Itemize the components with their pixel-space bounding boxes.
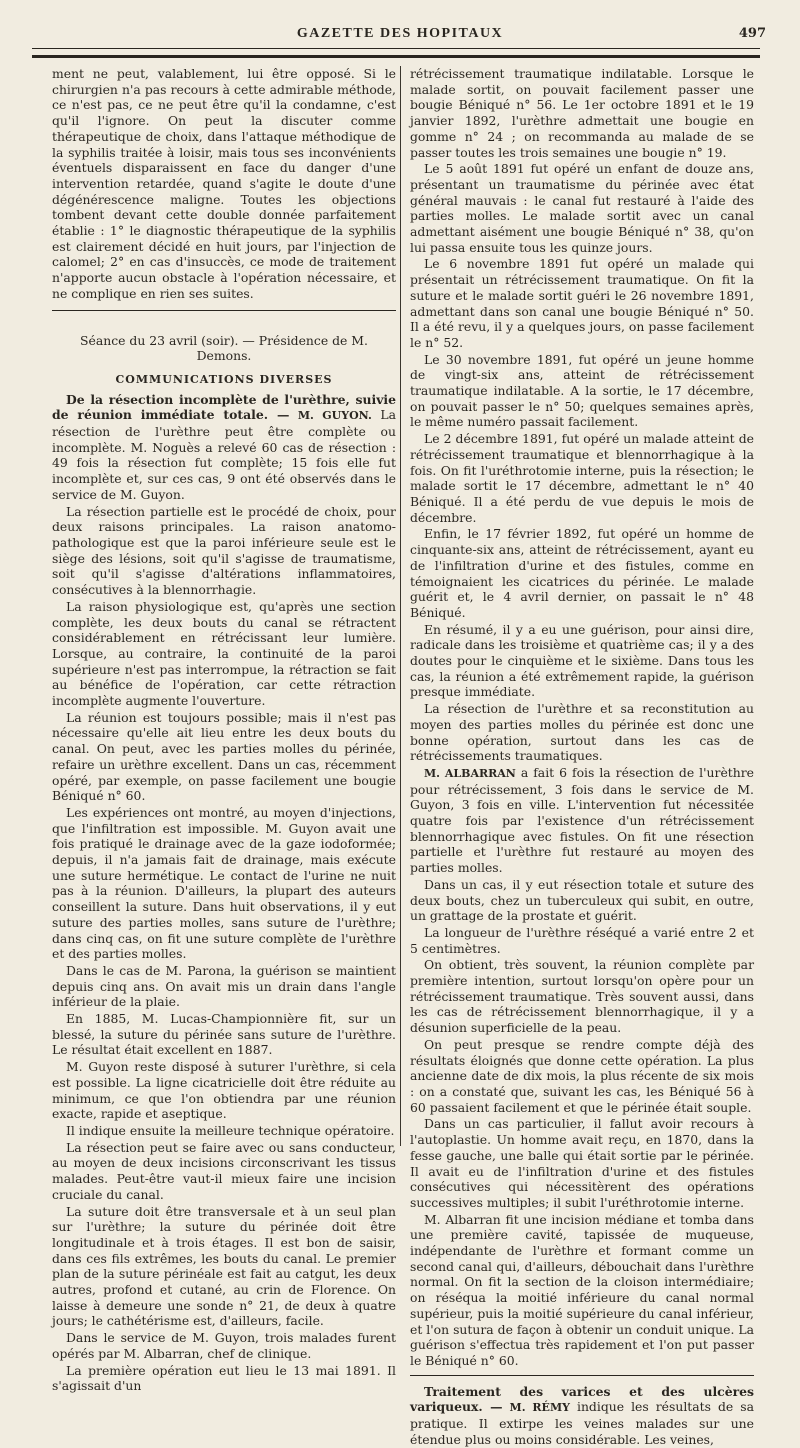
paragraph: On obtient, très souvent, la réunion complète par première intention, surtout lorsqu'on opère pour un rétrécissement traumatique. Très souvent aussi, dans les cas de rétrécissement blennorrhagique, il y a désunion superficielle de la peau. [410, 957, 754, 1036]
paragraph: On peut presque se rendre compte déjà des résultats éloignés que donne cette opération. La plus ancienne date de dix mois, la plus récente de six mois : on a constaté que, suivant les cas, les Béniqué 56 à 60 passaient facilement et que le périnée était souple. [410, 1036, 754, 1115]
paragraph-text: indique les résultats de sa pratique. Il extirpe les veines malades sur une étendue plus ou moins considérable. Les veines, [410, 1399, 755, 1447]
paragraph: rétrécissement traumatique indilatable. Lorsque le malade sortit, on pouvait facilement passer une bougie Béniqué n° 56. Le 1er octobre 1891 et le 19 janvier 1892, l'urèthre admettait une bougie en gomme n° 24 ; on recommanda au malade de se passer toutes les trois semaines une bougie n° 19. [410, 66, 754, 160]
paragraph: La longueur de l'urèthre réséqué a varié entre 2 et 5 centimètres. [410, 924, 754, 956]
communication-paragraph [410, 1384, 754, 1448]
paragraph-text: a fait 6 fois la résection de l'urèthre pour rétrécissement, 3 fois dans le service de M. Guyon, 3 fois en ville. L'intervention fut nécessitée quatre fois par l'existence d'un rétrécissement blennorrhagique avec fistules. On fit une résection partielle et l'urèthre fut restauré au moyen des parties molles. [410, 764, 754, 876]
paragraph: La résection partielle est le procédé de choix, pour deux raisons principales. La raison anatomo-pathologique est que la paroi inférieure seule est le siège des lésions, soit qu'il s'agisse de traumatisme, soit qu'il s'agisse d'altérations inflammatoires, consécutives à la blennorrhagie. [52, 503, 396, 598]
section-separator [52, 310, 396, 311]
page-header [30, 26, 770, 46]
communication-title: Traitement des varices et des ulcères variqueux. — [410, 1383, 754, 1415]
paragraph: Le 30 novembre 1891, fut opéré un jeune homme de vingt-six ans, atteint de rétrécissement traumatique indilatable. A la sortie, le 17 décembre, on pouvait passer le n° 50; quelques semaines après, le même numéro passait facilement. [410, 351, 754, 430]
paragraph: La suture doit être transversale et à un seul plan sur l'urèthre; la suture du périnée doit être longitudinale et à trois étages. Il est bon de saisir, dans ces fils extrêmes, les bouts du canal. Le premier plan de la suture périnéale est fait au catgut, les deux autres, profond et cutané, au crin de Florence. On laisse à demeure une sonde n° 21, de deux à quatre jours; le cathétérisme est, d'ailleurs, facile. [52, 1203, 396, 1329]
paragraph: ment ne peut, valablement, lui être opposé. Si le chirurgien n'a pas recours à cette admirable méthode, ce n'est pas, ce ne peut être qu'il la condamne, c'est qu'il l'ignore. On peut la discuter comme thérapeutique de choix, dans l'attaque méthodique de la syphilis traitée à loisir, mais tous ses inconvénients éventuels disparaissent en face du danger d'une intervention retardée, quand s'agite le doute d'une dégénérescence maligne. Toutes les objections tombent devant cette double donnée parfaitement établie : 1° le diagnostic thérapeutique de la syphilis est clairement décidé en huit jours, par l'injection de calomel; 2° en cas d'insuccès, ce mode de traitement n'apporte aucun obstacle à l'opération nécessaire, et ne complique en rien ses suites. [52, 66, 396, 301]
paragraph: Dans le cas de M. Parona, la guérison se maintient depuis cinq ans. On avait mis un drain dans l'angle inférieur de la plaie. [52, 962, 396, 1010]
paragraph: Le 2 décembre 1891, fut opéré un malade atteint de rétrécissement traumatique et blennorrhagique à la fois. On fit l'uréthrotomie interne, puis la résection; le malade sortit le 17 décembre, admettant le n° 40 Béniqué. Il a été perdu de vue depuis le mois de décembre. [410, 431, 754, 525]
paragraph: En résumé, il y a eu une guérison, pour ainsi dire, radicale dans les troisième et quatrième cas; il y a des doutes pour le cinquième et le sixième. Dans tous les cas, la réunion a été extrêmement rapide, la guérison presque immédiate. [410, 621, 754, 700]
right-column [410, 66, 754, 1448]
paragraph: M. Albarran fit une incision médiane et tomba dans une première cavité, tapissée de muqueuse, indépendante de l'urèthre et formant comme un second canal qui, d'ailleurs, débouchait dans l'urèthre normal. On fit la section de la cloison intermédiaire; on réséqua la moitié inférieure du canal normal supérieur, puis la moitié supérieure du canal inférieur, et l'on sutura de façon à obtenir un conduit unique. La guérison s'effectua très rapidement et l'on put passer le Béniqué n° 60. [410, 1211, 754, 1368]
author-name: M. ALBARRAN [424, 766, 516, 780]
paragraph: La première opération eut lieu le 13 mai 1891. Il s'agissait d'un [52, 1362, 396, 1394]
header-rule-thin [32, 48, 760, 49]
column-divider [400, 66, 401, 1146]
paragraph: Enfin, le 17 février 1892, fut opéré un homme de cinquante-six ans, atteint de rétrécissement, ayant eu de l'infiltration d'urine et des fistules, comme en témoignaient les cicatrices du périnée. Le malade guérit et, le 4 avril dernier, on passait le n° 48 Béniqué. [410, 526, 754, 620]
paragraph: Dans un cas particulier, il fallut avoir recours à l'autoplastie. Un homme avait reçu, en 1870, dans la fesse gauche, une balle qui était sortie par le périnée. Il avait eu de l'infiltration d'urine et des fistules consécutives qui nécessitèrent des opérations successives multiples; il subit l'uréthrotomie interne. [410, 1116, 754, 1210]
paragraph-text: La résection de l'urèthre peut être complète ou incomplète. M. Noguès a relevé 60 cas de résection : 49 fois la résection fut complète; 15 fois elle fut incomplète et, sur ces cas, 9 ont été observés dans le service de M. Guyon. [52, 407, 396, 502]
paragraph: Il indique ensuite la meilleure technique opératoire. [66, 1123, 395, 1138]
header-rule-thick [32, 55, 760, 58]
communication-paragraph [52, 392, 396, 503]
journal-title: GAZETTE DES HOPITAUX [296, 26, 504, 41]
paragraph: En 1885, M. Lucas-Championnière fit, sur un blessé, la suture du périnée sans suture de l'urèthre. Le résultat était excellent en 1887. [52, 1011, 396, 1058]
rubric-heading: COMMUNICATIONS DIVERSES [115, 372, 333, 386]
left-column [52, 66, 396, 1395]
author-name: M. GUYON. [297, 409, 372, 423]
paragraph: Les expériences ont montré, au moyen d'injections, que l'infiltration est impossible. M. Guyon avait une fois pratiqué le drainage avec de la gaze iodoformée; depuis, il n'a jamais fait de drainage, mais exécute une suture hermétique. Le contact de l'urine ne nuit pas à la réunion. D'ailleurs, la plupart des auteurs conseillent la suture. Dans huit observations, il y eut suture des parties molles, sans suture de l'urèthre; dans cinq cas, on fit une suture complète de l'urèthre et des parties molles. [52, 804, 396, 962]
paragraph: Dans un cas, il y eut résection totale et suture des deux bouts, chez un tuberculeux qui subit, en outre, un grattage de la prostate et guérit. [410, 876, 754, 924]
communication-title: De la résection incomplète de l'urèthre, suivie de réunion immédiate totale. — [52, 391, 396, 423]
author-name: M. RÉMY [509, 1401, 570, 1415]
paragraph: La réunion est toujours possible; mais il n'est pas nécessaire qu'elle ait lieu entre les deux bouts du canal. On peut, avec les parties molles du périnée, refaire un urèthre excellent. Dans un cas, récemment opéré, par exemple, on passe facilement une bougie Béniqué n° 60. [52, 709, 396, 804]
paragraph: Le 5 août 1891 fut opéré un enfant de douze ans, présentant un traumatisme du périnée avec état général mauvais : le canal fut restauré à l'aide des parties molles. Le malade sortit avec un canal admettant aisément une bougie Béniqué n° 38, qu'on lui passa ensuite tous les quinze jours. [410, 161, 754, 255]
paragraph: M. Guyon reste disposé à suturer l'urèthre, si cela est possible. La ligne cicatricielle doit être réduite au minimum, ce que l'on obtiendra par une réunion exacte, rapide et aseptique. [52, 1059, 396, 1122]
section-separator [410, 1375, 754, 1376]
paragraph: Le 6 novembre 1891 fut opéré un malade qui présentait un rétrécissement traumatique. On fit la suture et le malade sortit guéri le 26 novembre 1891, admettant dans son canal une bougie Béniqué n° 50. Il a été revu, il y a quelques jours, on passe facilement le n° 52. [410, 256, 754, 350]
paragraph: La raison physiologique est, qu'après une section complète, les deux bouts du canal se rétractent considérablement en rétrécissant leur lumière. Lorsque, au contraire, la continuité de la paroi supérieure n'est pas interrompue, la rétraction se fait au bénéfice de l'opération, car cette rétraction incomplète augmente l'ouverture. [52, 598, 396, 709]
page-number: 497 [738, 26, 766, 41]
paragraph: La résection de l'urèthre et sa reconstitution au moyen des parties molles du périnée est donc une bonne opération, surtout dans les cas de rétrécissements traumatiques. [410, 701, 754, 764]
paragraph: Dans le service de M. Guyon, trois malades furent opérés par M. Albarran, chef de clinique. [52, 1330, 396, 1361]
seance-heading: Séance du 23 avril (soir). — Présidence de M. Demons. [80, 332, 368, 364]
paragraph: La résection peut se faire avec ou sans conducteur, au moyen de deux incisions circonscrivant les tissus malades. Peut-être vaut-il mieux faire une incision cruciale du canal. [52, 1139, 396, 1202]
communication-paragraph [410, 765, 754, 876]
